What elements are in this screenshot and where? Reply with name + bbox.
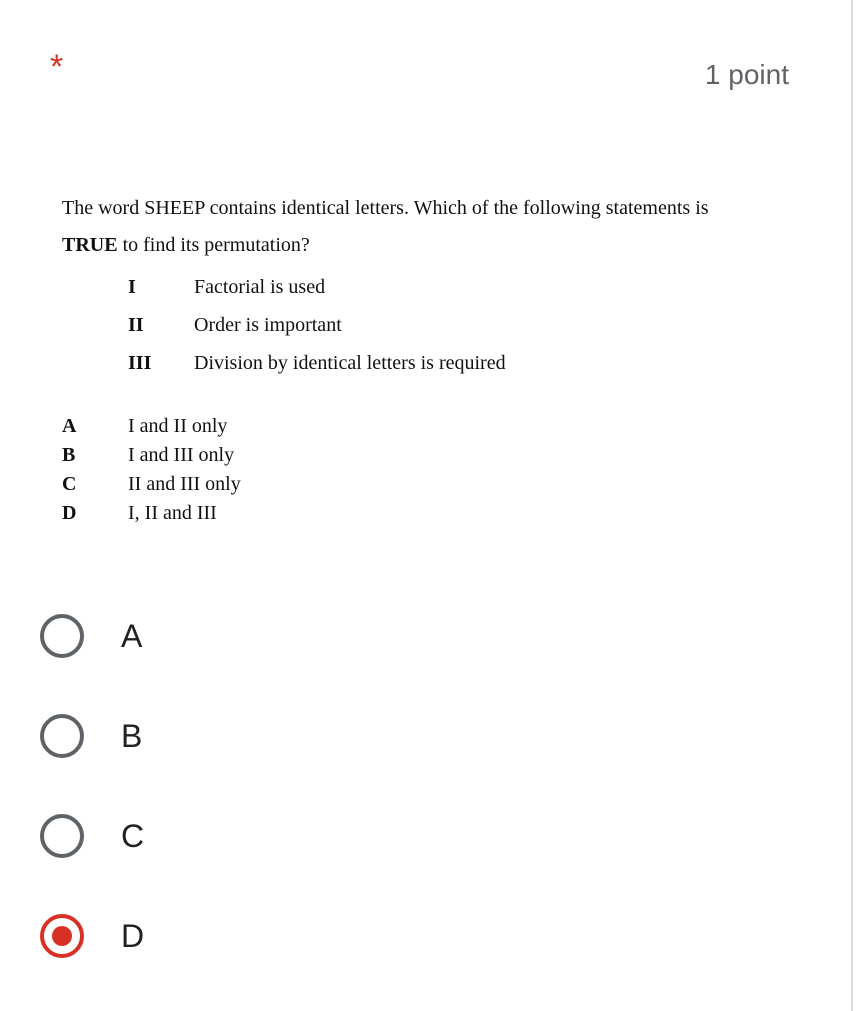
points-label: 1 point — [704, 59, 789, 90]
statement-numeral: II — [128, 313, 144, 336]
choice-text: II and III only — [128, 473, 241, 495]
radio-option-a[interactable] — [40, 586, 144, 686]
statement-row — [128, 306, 506, 344]
choice-row — [62, 499, 241, 528]
choices-list — [62, 412, 241, 528]
radio-button-a[interactable] — [40, 614, 84, 658]
stem-line-2: to find its permutation? — [117, 234, 310, 256]
radio-label-c[interactable]: C — [121, 817, 145, 854]
statement-row — [128, 344, 506, 382]
radio-selected-dot — [52, 926, 72, 946]
statement-row — [128, 268, 506, 306]
required-marker: * — [50, 48, 64, 86]
radio-option-b[interactable] — [40, 686, 144, 786]
stem-bold-word: TRUE — [62, 234, 118, 256]
radio-button-d-selected[interactable] — [40, 914, 84, 958]
choice-letter: C — [62, 473, 77, 495]
radio-options — [40, 586, 144, 986]
radio-label-a[interactable]: A — [121, 617, 143, 654]
statement-numeral: III — [128, 351, 152, 374]
radio-label-b[interactable]: B — [121, 717, 143, 754]
radio-option-d[interactable] — [40, 886, 144, 986]
choice-text: I, II and III — [128, 502, 217, 524]
choice-letter: D — [62, 502, 77, 524]
choice-row — [62, 470, 241, 499]
choice-row — [62, 412, 241, 441]
radio-button-b[interactable] — [40, 714, 84, 758]
choice-row — [62, 441, 241, 470]
stem-line-1: The word SHEEP contains identical letters. Which of the following statements is — [62, 197, 709, 219]
statement-text: Division by identical letters is required — [194, 351, 506, 374]
radio-button-c[interactable] — [40, 814, 84, 858]
statement-numeral: I — [128, 275, 136, 298]
radio-label-d[interactable]: D — [121, 917, 145, 954]
choice-letter: A — [62, 415, 77, 437]
choice-text: I and II only — [128, 415, 228, 437]
question-image — [62, 190, 802, 524]
statements-list — [128, 268, 506, 382]
question-stem — [62, 190, 802, 264]
radio-option-c[interactable] — [40, 786, 144, 886]
statement-text: Factorial is used — [194, 275, 326, 298]
statement-text: Order is important — [194, 313, 342, 336]
choice-text: I and III only — [128, 444, 235, 466]
choice-letter: B — [62, 444, 76, 466]
